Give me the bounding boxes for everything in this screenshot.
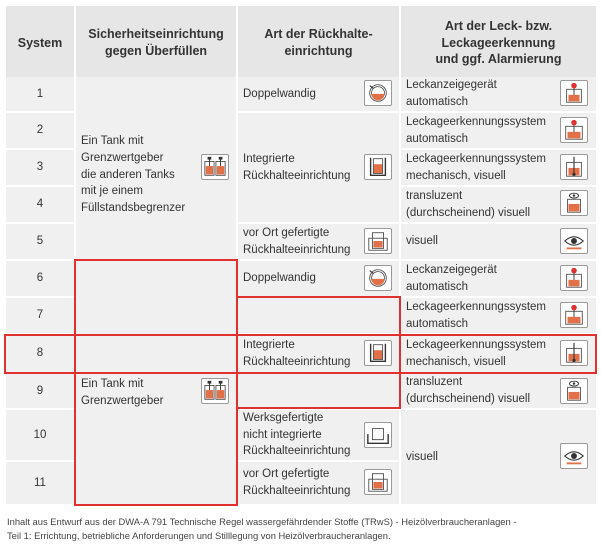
system-number: 9 [6,374,74,408]
system-number: 2 [6,113,74,148]
system-number: 7 [6,298,74,333]
leak-text: transluzent (durchscheinend) visuell [406,189,531,219]
factory-retention-tray-icon [364,422,392,448]
double-walled-tank-icon [364,80,392,106]
integrated-retention-tank-icon [364,340,392,366]
safety-text: Ein Tank mit Grenzwertgeber [81,378,164,407]
leak-detection-automatic-icon [560,117,588,143]
tank-with-limit-sensor-icon [201,154,229,180]
leak-text: visuell [406,235,438,248]
retention-text: vor Ort gefertigte Rückhalteeinrichtung [243,226,351,256]
leak-text: Leckageerkennungssystem mechanisch, visuell [406,338,546,368]
retention-text: Integrierte Rückhalteeinrichtung [243,338,351,368]
leak-text: Leckanzeigegerät automatisch [406,79,497,108]
system-number: 3 [6,150,74,185]
retention-cell-empty [238,298,399,333]
eye-visual-icon [560,443,588,469]
system-number: 4 [6,187,74,222]
leak-detector-device-icon [560,80,588,106]
tank-with-limit-sensor-icon [201,378,229,404]
retention-text: vor Ort gefertigte Rückhalteeinrichtung [243,468,351,497]
leak-detection-mechanical-icon [560,154,588,180]
leak-text: Leckageerkennungssystem mechanisch, visuell [406,152,546,182]
leak-text: Leckanzeigegerät automatisch [406,263,497,293]
leak-detection-mechanical-icon [560,340,588,366]
retention-text: Doppelwandig [243,87,316,100]
leak-text: Leckageerkennungssystem automatisch [406,115,546,145]
header-retention-type: Art der Rückhalte- einrichtung [238,6,399,80]
system-number: 1 [6,77,74,111]
onsite-retention-basin-icon [364,228,392,254]
leak-text: visuell [406,450,438,463]
system-number: 10 [6,410,74,460]
system-number: 6 [6,261,74,296]
onsite-retention-basin-icon [364,469,392,495]
double-walled-tank-icon [364,265,392,291]
retention-text: Doppelwandig [243,272,316,285]
translucent-visual-icon [560,190,588,216]
source-footnote: Inhalt aus Entwurf aus der DWA-A 791 Technische Regel wassergefährdender Stoffe (TRwS) - Heizölverbraucheranlagen - Teil 1: Errichtung, betriebliche Anforderungen und Stilllegung von Heizölverbraucheranlagen. [7,516,517,541]
leak-text: Leckageerkennungssystem automatisch [406,300,546,330]
header-system: System [6,6,74,80]
leak-detector-device-icon [560,265,588,291]
header-leak-detection: Art der Leck- bzw. Leckageerkennung und ggf. Alarmierung [401,6,596,80]
header-safety-device: Sicherheitseinrichtung gegen Überfüllen [76,6,236,80]
retention-text: Werksgefertigte nicht integrierte Rückhalteeinrichtung [243,412,351,458]
integrated-retention-tank-icon [364,154,392,180]
eye-visual-icon [560,228,588,254]
system-number: 8 [6,335,74,372]
retention-text: Integrierte Rückhalteeinrichtung [243,152,351,182]
translucent-visual-icon [560,378,588,404]
system-number: 11 [6,462,74,504]
leak-text: transluzent (durchscheinend) visuell [406,376,531,405]
system-number: 5 [6,224,74,259]
leak-detection-automatic-icon [560,302,588,328]
safety-text: Ein Tank mit Grenzwertgeber die anderen Tanks mit je einem Füllstandsbegrenzer [81,135,186,214]
safety-cell-systems-6-8 [76,261,236,372]
retention-cell-empty [238,374,399,408]
